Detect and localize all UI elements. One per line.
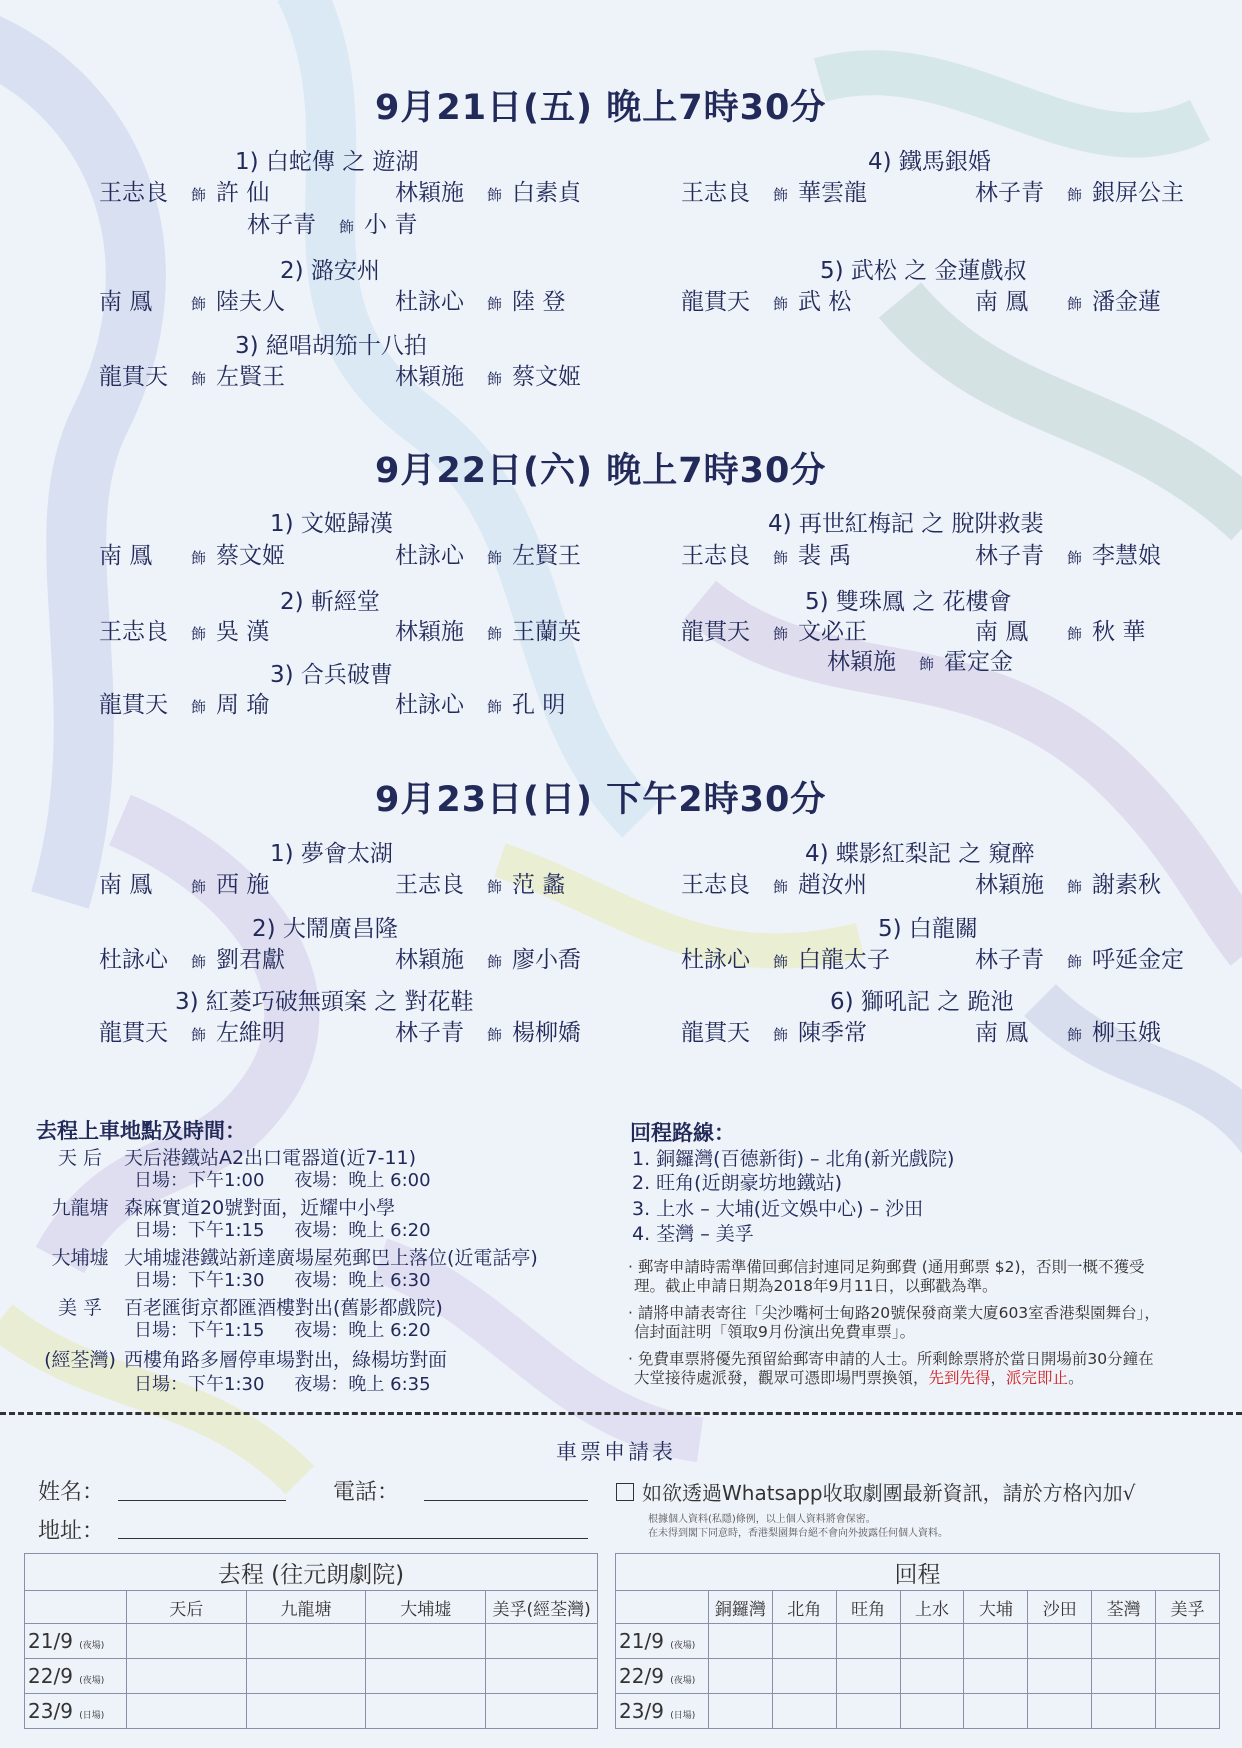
play-title: 2) 潞安州 xyxy=(280,258,380,284)
cast-line xyxy=(975,537,1161,570)
actor: 王志良 xyxy=(681,180,750,206)
row-header xyxy=(616,1624,709,1659)
role: 柳玉娥 xyxy=(1092,1020,1162,1046)
corner-cell xyxy=(25,1591,127,1624)
role-word: 飾 xyxy=(487,878,503,896)
ticket-cell[interactable] xyxy=(772,1659,836,1694)
pickup-address: 大埔墟港鐵站新達廣場屋苑郵巴上落位(近電話亭) xyxy=(124,1247,538,1269)
note-line: 理。截止申請日期為2018年9月11日，以郵戳為準。 xyxy=(634,1277,998,1295)
cast-line xyxy=(681,283,851,316)
role-word: 飾 xyxy=(487,698,503,716)
note-priority xyxy=(628,1350,1154,1388)
role-word: 飾 xyxy=(487,370,503,388)
ticket-cell[interactable] xyxy=(964,1659,1028,1694)
actor: 南 鳳 xyxy=(975,289,1029,315)
row-date: 23/9 xyxy=(28,1699,73,1723)
cast-line xyxy=(247,206,417,239)
table-row xyxy=(616,1659,1220,1694)
outbound-table xyxy=(24,1553,598,1729)
actor: 杜詠心 xyxy=(395,289,464,315)
role-word: 飾 xyxy=(1067,1026,1083,1044)
role: 左賢王 xyxy=(512,543,582,569)
play-title: 3) 合兵破曹 xyxy=(270,662,393,688)
play-title: 6) 獅吼記 之 跪池 xyxy=(830,989,1014,1015)
role-word: 飾 xyxy=(191,1026,207,1044)
role-word: 飾 xyxy=(191,295,207,313)
play-title: 5) 武松 之 金蓮戲叔 xyxy=(820,258,1027,284)
cast-line xyxy=(99,941,285,974)
note-address xyxy=(628,1304,1160,1342)
table-row xyxy=(616,1694,1220,1729)
role-word: 飾 xyxy=(191,370,207,388)
return-route: 3. 上水 – 大埔(近文娛中心) – 沙田 xyxy=(632,1198,924,1220)
cast-line xyxy=(681,613,867,646)
role: 華雲龍 xyxy=(798,180,868,206)
actor: 林穎施 xyxy=(395,364,464,390)
column-header: 旺角 xyxy=(836,1591,900,1624)
pickup-address: 天后港鐵站A2出口電器道(近7-11) xyxy=(124,1147,417,1169)
privacy-note-2: 在未得到閣下同意時，香港梨園舞台絕不會向外披露任何個人資料。 xyxy=(648,1528,948,1539)
play-title: 4) 再世紅梅記 之 脫阱救裴 xyxy=(768,511,1044,537)
day-time: 日場：下午1:30 xyxy=(134,1374,265,1395)
night-time: 夜場：晚上 6:30 xyxy=(294,1270,431,1291)
pickup-times xyxy=(134,1370,431,1396)
role-word: 飾 xyxy=(487,186,503,204)
row-header xyxy=(25,1659,127,1694)
role-word: 飾 xyxy=(773,878,789,896)
cast-line xyxy=(681,1014,867,1047)
ticket-cell[interactable] xyxy=(900,1624,964,1659)
cast-line xyxy=(395,941,581,974)
note-line: · 請將申請表寄往「尖沙嘴柯士甸路20號保發商業大廈603室香港梨園舞台」， xyxy=(628,1304,1160,1322)
column-header: 美孚 xyxy=(1156,1591,1220,1624)
address-field[interactable] xyxy=(118,1538,588,1539)
role: 吳 漢 xyxy=(216,619,270,645)
ticket-cell[interactable] xyxy=(964,1694,1028,1729)
ticket-cell[interactable] xyxy=(836,1694,900,1729)
ticket-cell[interactable] xyxy=(246,1624,366,1659)
whatsapp-option xyxy=(616,1477,1135,1506)
role: 許 仙 xyxy=(216,180,270,206)
role-word: 飾 xyxy=(1067,295,1083,313)
cast-line xyxy=(395,358,581,391)
actor: 南 鳳 xyxy=(99,543,153,569)
row-date: 23/9 xyxy=(619,1699,664,1723)
role: 武 松 xyxy=(798,289,852,315)
ticket-cell[interactable] xyxy=(1028,1659,1092,1694)
role-word: 飾 xyxy=(773,625,789,643)
ticket-cell[interactable] xyxy=(366,1694,486,1729)
role-word: 飾 xyxy=(773,953,789,971)
ticket-cell[interactable] xyxy=(126,1659,246,1694)
role-word: 飾 xyxy=(191,953,207,971)
actor: 南 鳳 xyxy=(99,289,153,315)
inbound-table xyxy=(615,1553,1220,1729)
role-word: 飾 xyxy=(773,549,789,567)
actor: 林穎施 xyxy=(395,180,464,206)
ticket-cell[interactable] xyxy=(900,1659,964,1694)
name-field[interactable] xyxy=(118,1500,286,1501)
ticket-cell[interactable] xyxy=(1092,1624,1156,1659)
ticket-cell[interactable] xyxy=(366,1659,486,1694)
play-title: 1) 白蛇傳 之 遊湖 xyxy=(235,149,419,175)
ticket-cell[interactable] xyxy=(1156,1659,1220,1694)
role-word: 飾 xyxy=(1067,953,1083,971)
ticket-cell[interactable] xyxy=(486,1659,598,1694)
row-date: 22/9 xyxy=(619,1664,664,1688)
pickup-times xyxy=(134,1266,431,1292)
column-header: 大埔墟 xyxy=(366,1591,486,1624)
cast-line xyxy=(975,174,1184,207)
phone-field[interactable] xyxy=(424,1500,588,1501)
column-header: 上水 xyxy=(900,1591,964,1624)
table-row xyxy=(25,1659,598,1694)
role-word: 飾 xyxy=(773,1026,789,1044)
column-header: 沙田 xyxy=(1028,1591,1092,1624)
role: 謝素秋 xyxy=(1092,872,1162,898)
role-word: 飾 xyxy=(191,878,207,896)
table-row xyxy=(616,1624,1220,1659)
role-word: 飾 xyxy=(339,218,355,236)
role: 蔡文姬 xyxy=(512,364,582,390)
row-tag: (日場) xyxy=(670,1711,696,1721)
actor: 林子青 xyxy=(975,180,1044,206)
column-header: 銅鑼灣 xyxy=(708,1591,772,1624)
cast-line xyxy=(99,1014,285,1047)
row-date: 21/9 xyxy=(619,1629,664,1653)
pickup-location: 大埔墟 xyxy=(51,1247,109,1269)
pickup-location: 美 孚 xyxy=(57,1297,103,1319)
role: 李慧娘 xyxy=(1092,543,1162,569)
role-word: 飾 xyxy=(191,698,207,716)
role: 范 蠡 xyxy=(512,872,566,898)
row-header xyxy=(25,1694,127,1729)
cast-line xyxy=(395,866,565,899)
note-line: 信封面註明「領取9月份演出免費車票」。 xyxy=(634,1323,916,1341)
ticket-cell[interactable] xyxy=(1028,1624,1092,1659)
first-come-text: 先到先得 xyxy=(928,1369,991,1387)
cast-line xyxy=(99,686,269,719)
corner-cell xyxy=(616,1591,709,1624)
role-word: 飾 xyxy=(1067,549,1083,567)
cast-line xyxy=(395,283,565,316)
role-word: 飾 xyxy=(487,1026,503,1044)
cut-line xyxy=(0,1412,1242,1415)
role-word: 飾 xyxy=(919,655,935,673)
role: 白素貞 xyxy=(512,180,582,206)
role: 陸 登 xyxy=(512,289,566,315)
note-postage xyxy=(628,1258,1145,1296)
actor: 林子青 xyxy=(247,212,316,238)
day3-date: 9月23日(日) 下午2時30分 xyxy=(375,780,827,820)
cast-line xyxy=(99,866,269,899)
ticket-cell[interactable] xyxy=(486,1694,598,1729)
row-date: 21/9 xyxy=(28,1629,73,1653)
actor: 龍貫天 xyxy=(681,1020,750,1046)
cast-line xyxy=(975,941,1184,974)
cast-line xyxy=(395,174,581,207)
pickup-location: 天 后 xyxy=(57,1147,103,1169)
role: 陳季常 xyxy=(798,1020,868,1046)
day1-date: 9月21日(五) 晚上7時30分 xyxy=(375,88,827,128)
return-heading: 回程路線： xyxy=(630,1121,735,1145)
cast-line xyxy=(99,358,285,391)
role: 秋 華 xyxy=(1092,619,1146,645)
row-tag: (夜場) xyxy=(670,1641,696,1651)
pickup-times xyxy=(134,1166,431,1192)
role-word: 飾 xyxy=(191,186,207,204)
cast-line xyxy=(827,643,1013,676)
return-route: 1. 銅鑼灣(百德新街) – 北角(新光戲院) xyxy=(632,1148,955,1170)
actor: 王志良 xyxy=(681,543,750,569)
role: 孔 明 xyxy=(512,692,566,718)
note-line: · 郵寄申請時需準備回郵信封連同足夠郵費 (通用郵票 $2)，否則一概不獲受 xyxy=(628,1258,1145,1276)
return-route: 4. 荃灣 – 美孚 xyxy=(632,1223,754,1245)
ticket-cell[interactable] xyxy=(126,1624,246,1659)
actor: 林子青 xyxy=(395,1020,464,1046)
outbound-title: 去程 (往元朗劇院) xyxy=(25,1554,598,1591)
role: 文必正 xyxy=(798,619,868,645)
actor: 林穎施 xyxy=(827,649,896,675)
role: 銀屏公主 xyxy=(1092,180,1185,206)
play-title: 3) 絕唱胡笳十八拍 xyxy=(235,333,427,359)
actor: 龍貫天 xyxy=(99,364,168,390)
role-word: 飾 xyxy=(487,953,503,971)
pickup-location: (經荃灣) xyxy=(44,1349,116,1371)
ticket-cell[interactable] xyxy=(772,1624,836,1659)
row-header xyxy=(616,1694,709,1729)
ticket-cell[interactable] xyxy=(1156,1694,1220,1729)
actor: 龍貫天 xyxy=(99,692,168,718)
role: 劉君獻 xyxy=(216,947,286,973)
cast-line xyxy=(681,537,851,570)
day-time: 日場：下午1:15 xyxy=(134,1320,265,1341)
column-header: 荃灣 xyxy=(1092,1591,1156,1624)
night-time: 夜場：晚上 6:20 xyxy=(294,1320,431,1341)
role: 趙汝州 xyxy=(798,872,868,898)
ticket-cell[interactable] xyxy=(246,1694,366,1729)
day2-date: 9月22日(六) 晚上7時30分 xyxy=(375,451,827,491)
column-header: 北角 xyxy=(772,1591,836,1624)
role: 周 瑜 xyxy=(216,692,270,718)
ticket-cell[interactable] xyxy=(836,1659,900,1694)
note-line: · 免費車票將優先預留給郵寄申請的人士。所剩餘票將於當日開場前30分鐘在 xyxy=(628,1350,1154,1368)
role: 西 施 xyxy=(216,872,270,898)
ticket-cell[interactable] xyxy=(900,1694,964,1729)
actor: 王志良 xyxy=(681,872,750,898)
cast-line xyxy=(395,613,581,646)
cast-line xyxy=(395,1014,581,1047)
day-time: 日場：下午1:15 xyxy=(134,1220,265,1241)
ticket-cell[interactable] xyxy=(708,1624,772,1659)
day-time: 日場：下午1:00 xyxy=(134,1170,265,1191)
cast-line xyxy=(99,174,269,207)
ticket-cell[interactable] xyxy=(126,1694,246,1729)
actor: 王志良 xyxy=(395,872,464,898)
form-title: 車票申請表 xyxy=(556,1440,676,1464)
note-text: 。 xyxy=(1068,1369,1084,1387)
cast-line xyxy=(681,941,890,974)
inbound-title: 回程 xyxy=(616,1554,1220,1591)
ticket-cell[interactable] xyxy=(1092,1659,1156,1694)
actor: 杜詠心 xyxy=(99,947,168,973)
play-title: 5) 雙珠鳳 之 花樓會 xyxy=(805,589,1012,615)
actor: 林穎施 xyxy=(395,947,464,973)
role: 陸夫人 xyxy=(216,289,286,315)
role-word: 飾 xyxy=(773,295,789,313)
actor: 林子青 xyxy=(975,543,1044,569)
play-title: 2) 斬經堂 xyxy=(280,589,380,615)
return-route: 2. 旺角(近朗豪坊地鐵站) xyxy=(632,1172,842,1194)
ticket-cell[interactable] xyxy=(246,1659,366,1694)
ticket-cell[interactable] xyxy=(772,1694,836,1729)
address-label: 地址： xyxy=(38,1519,105,1544)
row-header xyxy=(25,1624,127,1659)
play-title: 3) 紅菱巧破無頭案 之 對花鞋 xyxy=(175,989,474,1015)
play-title: 1) 夢會太湖 xyxy=(270,841,393,867)
role: 左維明 xyxy=(216,1020,286,1046)
pickup-location: 九龍塘 xyxy=(51,1197,109,1219)
role: 霍定金 xyxy=(944,649,1014,675)
phone-label: 電話： xyxy=(333,1480,400,1505)
ticket-cell[interactable] xyxy=(1028,1694,1092,1729)
row-tag: (日場) xyxy=(79,1711,105,1721)
column-header: 九龍塘 xyxy=(246,1591,366,1624)
role-word: 飾 xyxy=(191,625,207,643)
role-word: 飾 xyxy=(773,186,789,204)
role: 小 青 xyxy=(364,212,418,238)
note-line xyxy=(628,1369,1154,1388)
role-word: 飾 xyxy=(1067,625,1083,643)
cast-line xyxy=(99,613,269,646)
row-date: 22/9 xyxy=(28,1664,73,1688)
ticket-cell[interactable] xyxy=(1156,1624,1220,1659)
actor: 王志良 xyxy=(99,619,168,645)
role-word: 飾 xyxy=(487,295,503,313)
actor: 杜詠心 xyxy=(681,947,750,973)
actor: 林子青 xyxy=(975,947,1044,973)
pickup-address: 百老匯街京都匯酒樓對出(舊影都戲院) xyxy=(124,1297,443,1319)
pickup-item xyxy=(36,1345,447,1372)
cast-line xyxy=(975,613,1145,646)
cast-line xyxy=(975,866,1161,899)
note-text: 大堂接待處派發，觀眾可憑即場門票換領， xyxy=(634,1369,929,1387)
cast-line xyxy=(395,686,565,719)
actor: 杜詠心 xyxy=(395,543,464,569)
actor: 南 鳳 xyxy=(975,619,1029,645)
pickup-address: 森麻實道20號對面，近耀中小學 xyxy=(124,1197,396,1219)
night-time: 夜場：晚上 6:00 xyxy=(294,1170,431,1191)
privacy-note-1: 根據個人資料(私隱)條例，以上個人資料將會保密。 xyxy=(648,1514,876,1525)
actor: 龍貫天 xyxy=(681,289,750,315)
column-header: 大埔 xyxy=(964,1591,1028,1624)
name-label: 姓名： xyxy=(38,1480,105,1505)
ticket-cell[interactable] xyxy=(708,1659,772,1694)
role: 白龍太子 xyxy=(798,947,891,973)
pickup-heading: 去程上車地點及時間： xyxy=(36,1119,246,1143)
play-title: 4) 蝶影紅梨記 之 窺醉 xyxy=(805,841,1035,867)
play-title: 1) 文姬歸漢 xyxy=(270,511,393,537)
cast-line xyxy=(99,283,285,316)
role: 潘金蓮 xyxy=(1092,289,1162,315)
pickup-times xyxy=(134,1216,431,1242)
whatsapp-label: 如欲透過Whatsapp收取劇團最新資訊，請於方格內加√ xyxy=(642,1481,1136,1505)
cast-line xyxy=(395,537,581,570)
row-tag: (夜場) xyxy=(79,1641,105,1651)
role: 呼延金定 xyxy=(1092,947,1185,973)
actor: 林穎施 xyxy=(395,619,464,645)
cast-line xyxy=(681,866,867,899)
night-time: 夜場：晚上 6:35 xyxy=(294,1374,431,1395)
column-header: 美孚(經荃灣) xyxy=(486,1591,598,1624)
while-stocks-last-text: 派完即止 xyxy=(1006,1369,1069,1387)
play-title: 4) 鐵馬銀婚 xyxy=(868,149,991,175)
ticket-cell[interactable] xyxy=(486,1624,598,1659)
table-row xyxy=(25,1694,598,1729)
actor: 王志良 xyxy=(99,180,168,206)
role-word: 飾 xyxy=(1067,186,1083,204)
play-title: 5) 白龍關 xyxy=(878,916,978,942)
actor: 龍貫天 xyxy=(99,1020,168,1046)
cast-line xyxy=(681,174,867,207)
row-tag: (夜場) xyxy=(79,1676,105,1686)
play-title: 2) 大鬧廣昌隆 xyxy=(252,916,398,942)
role-word: 飾 xyxy=(487,549,503,567)
pickup-address: 西樓角路多層停車場對出，綠楊坊對面 xyxy=(124,1349,448,1371)
role-word: 飾 xyxy=(487,625,503,643)
role-word: 飾 xyxy=(191,549,207,567)
role: 楊柳嬌 xyxy=(512,1020,582,1046)
row-tag: (夜場) xyxy=(670,1676,696,1686)
row-header xyxy=(616,1659,709,1694)
ticket-cell[interactable] xyxy=(708,1694,772,1729)
cast-line xyxy=(975,283,1161,316)
actor: 南 鳳 xyxy=(975,1020,1029,1046)
role: 左賢王 xyxy=(216,364,286,390)
whatsapp-checkbox[interactable] xyxy=(616,1483,634,1501)
role: 廖小喬 xyxy=(512,947,582,973)
role: 蔡文姬 xyxy=(216,543,286,569)
night-time: 夜場：晚上 6:20 xyxy=(294,1220,431,1241)
actor: 杜詠心 xyxy=(395,692,464,718)
cast-line xyxy=(99,537,285,570)
cast-line xyxy=(975,1014,1161,1047)
ticket-cell[interactable] xyxy=(836,1624,900,1659)
ticket-cell[interactable] xyxy=(1092,1694,1156,1729)
ticket-cell[interactable] xyxy=(366,1624,486,1659)
note-text: ， xyxy=(990,1369,1007,1387)
actor: 龍貫天 xyxy=(681,619,750,645)
role: 裴 禹 xyxy=(798,543,852,569)
ticket-cell[interactable] xyxy=(964,1624,1028,1659)
actor: 南 鳳 xyxy=(99,872,153,898)
table-row xyxy=(25,1624,598,1659)
pickup-times xyxy=(134,1316,431,1342)
role: 王蘭英 xyxy=(512,619,582,645)
column-header: 天后 xyxy=(126,1591,246,1624)
actor: 林穎施 xyxy=(975,872,1044,898)
role-word: 飾 xyxy=(1067,878,1083,896)
day-time: 日場：下午1:30 xyxy=(134,1270,265,1291)
